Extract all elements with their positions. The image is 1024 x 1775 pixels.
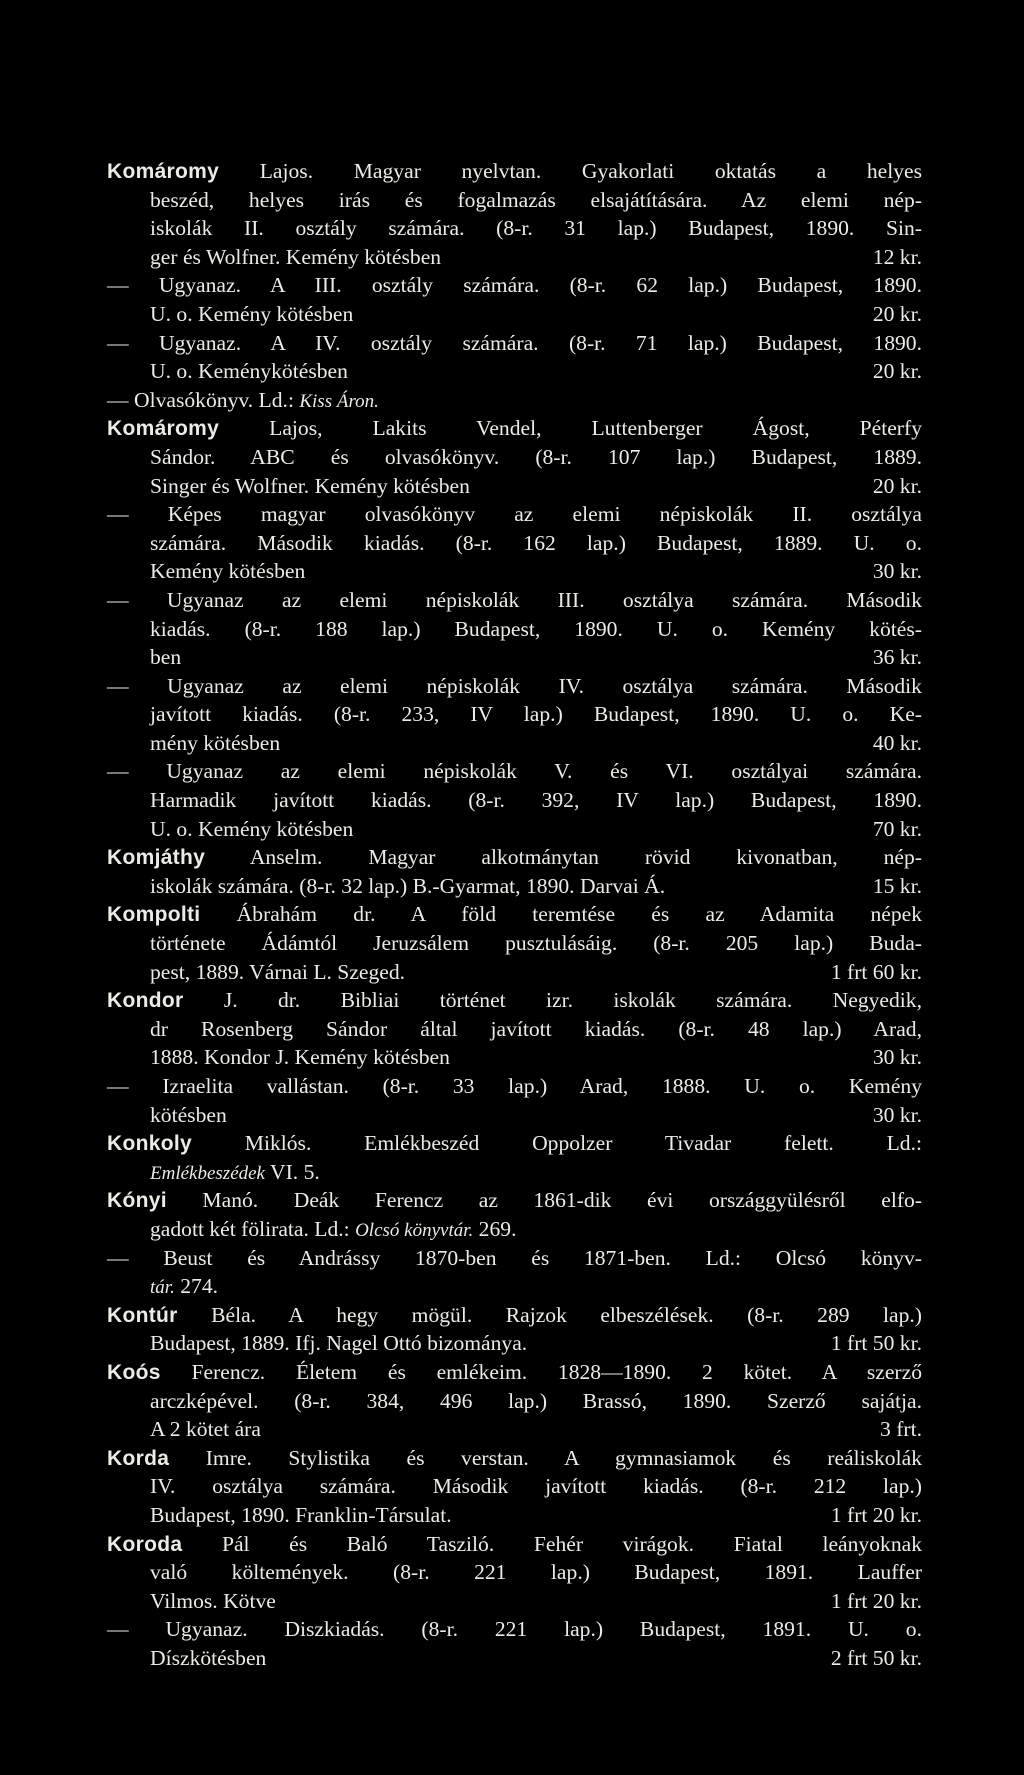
repeat-dash: — xyxy=(107,673,168,698)
entry-line xyxy=(107,357,922,386)
entry-text: javított kiadás. (8-r. 233, IV lap.) Budapest, 1890. U. o. Ke- xyxy=(150,702,922,727)
entry-text: U. o. Kemény kötésben xyxy=(150,816,354,841)
entry-line xyxy=(107,1530,922,1559)
author-name: Kontúr xyxy=(107,1303,178,1327)
entry-text: Harmadik javított kiadás. (8-r. 392, IV lap.) Budapest, 1890. xyxy=(150,788,922,813)
entry-text: A 2 kötet ára xyxy=(150,1417,261,1442)
author-name: Koós xyxy=(107,1360,161,1384)
entry-text: 274. xyxy=(174,1274,219,1299)
price: 30 kr. xyxy=(872,1102,922,1127)
entry-line xyxy=(107,729,922,758)
catalog-text-column xyxy=(107,157,922,1672)
entry-line xyxy=(107,643,922,672)
entry-text: Anselm. Magyar alkotmánytan rövid kivonatban, nép- xyxy=(249,845,922,870)
entry-line xyxy=(107,815,922,844)
entry-line xyxy=(107,1644,922,1673)
price: 2 frt 50 kr. xyxy=(830,1645,922,1670)
entry-line xyxy=(107,586,922,615)
entry-line xyxy=(107,1501,922,1530)
entry-line xyxy=(107,1215,922,1244)
entry-line xyxy=(107,1272,922,1301)
entry-text: Ugyanaz. A IV. osztály számára. (8-r. 71 lap.) Budapest, 1890. xyxy=(158,330,922,355)
price: 30 kr. xyxy=(872,1045,922,1070)
entry-text: 1888. Kondor J. Kemény kötésben xyxy=(150,1045,450,1070)
entry-text: kiadás. (8-r. 188 lap.) Budapest, 1890. U. o. Kemény kötés- xyxy=(150,616,922,641)
entry-text: arczképével. (8-r. 384, 496 lap.) Brassó, 1890. Szerző sajátja. xyxy=(150,1388,922,1413)
entry-line xyxy=(107,1158,922,1187)
entry-line xyxy=(107,186,922,215)
entry-text: Miklós. Emlékbeszéd Oppolzer Tivadar felett. Ld.: xyxy=(244,1131,922,1156)
price: 36 kr. xyxy=(872,645,922,670)
author-name: Komáromy xyxy=(107,417,220,441)
entry-text: Ugyanaz az elemi népiskolák IV. osztálya számára. Második xyxy=(167,673,922,698)
entry-line xyxy=(107,1358,922,1387)
entry-line xyxy=(107,1301,922,1330)
entry-line xyxy=(107,1329,922,1358)
entry-line xyxy=(107,1387,922,1416)
entry-text: Ugyanaz. A III. osztály számára. (8-r. 62 lap.) Budapest, 1890. xyxy=(158,273,922,298)
repeat-dash: — xyxy=(107,1245,164,1270)
entry-text: J. dr. Bibliai történet izr. iskolák számára. Negyedik, xyxy=(223,988,922,1013)
entry-text: mény kötésben xyxy=(150,730,281,755)
entry-line xyxy=(107,1472,922,1501)
price: 20 kr. xyxy=(872,473,922,498)
entry-text: pest, 1889. Várnai L. Szeged. xyxy=(150,959,406,984)
repeat-dash: — xyxy=(107,587,167,612)
entry-line xyxy=(107,1101,922,1130)
entry-line xyxy=(107,271,922,300)
entry-line xyxy=(107,872,922,901)
entry-text: Képes magyar olvasókönyv az elemi népiskolák II. osztálya xyxy=(167,502,922,527)
entry-text: VI. 5. xyxy=(265,1159,320,1184)
entry-line xyxy=(107,986,922,1015)
author-name: Komjáthy xyxy=(107,846,206,870)
author-name: Konkoly xyxy=(107,1132,192,1156)
entry-line xyxy=(107,1186,922,1215)
reference-title: Kiss Áron. xyxy=(299,390,379,412)
price: 1 frt 50 kr. xyxy=(830,1331,922,1356)
entry-line xyxy=(107,1415,922,1444)
entry-text: beszéd, helyes irás és fogalmazás elsajátítására. Az elemi nép- xyxy=(150,187,922,212)
entry-text: Singer és Wolfner. Kemény kötésben xyxy=(150,473,470,498)
author-name: Kompolti xyxy=(107,903,201,927)
entry-line xyxy=(107,1558,922,1587)
price: 40 kr. xyxy=(872,730,922,755)
entry-text: Ábrahám dr. A föld teremtése és az Adamita népek xyxy=(236,902,922,927)
repeat-dash: — xyxy=(107,387,134,412)
entry-text: Ugyanaz az elemi népiskolák V. és VI. osztályai számára. xyxy=(166,759,922,784)
entry-line xyxy=(107,1587,922,1616)
entry-text: története Ádámtól Jeruzsálem pusztulásáig. (8-r. 205 lap.) Buda- xyxy=(150,931,922,956)
entry-line xyxy=(107,786,922,815)
entry-text: gadott két fölirata. Ld.: xyxy=(150,1216,356,1241)
entry-line xyxy=(107,757,922,786)
entry-text: Ugyanaz. Diszkiadás. (8-r. 221 lap.) Budapest, 1891. U. o. xyxy=(165,1617,922,1642)
price: 12 kr. xyxy=(872,244,922,269)
entry-line xyxy=(107,843,922,872)
entry-text: Imre. Stylistika és verstan. A gymnasiamok és reáliskolák xyxy=(205,1445,922,1470)
entry-line xyxy=(107,615,922,644)
repeat-dash: — xyxy=(107,273,159,298)
entry-line xyxy=(107,300,922,329)
author-name: Koroda xyxy=(107,1532,183,1556)
entry-text: Budapest, 1890. Franklin-Társulat. xyxy=(150,1502,452,1527)
entry-text: Olvasókönyv. Ld.: xyxy=(134,387,300,412)
entry-text: 269. xyxy=(473,1216,517,1241)
price: 20 kr. xyxy=(872,301,922,326)
entry-line xyxy=(107,386,922,415)
price: 20 kr. xyxy=(872,359,922,384)
entry-text: Díszkötésben xyxy=(150,1645,267,1670)
entry-line xyxy=(107,700,922,729)
entry-text: Kemény kötésben xyxy=(150,559,306,584)
entry-text: való költemények. (8-r. 221 lap.) Budapest, 1891. Lauffer xyxy=(150,1560,922,1585)
entry-line xyxy=(107,958,922,987)
author-name: Komáromy xyxy=(107,160,220,183)
entry-text: ger és Wolfner. Kemény kötésben xyxy=(150,244,442,269)
repeat-dash: — xyxy=(107,502,168,527)
entry-text: Vilmos. Kötve xyxy=(150,1588,276,1613)
entry-line xyxy=(107,443,922,472)
entry-text: Izraelita vallástan. (8-r. 33 lap.) Arad, 1888. U. o. Kemény xyxy=(162,1074,923,1098)
entry-line xyxy=(107,672,922,701)
entry-text: iskolák II. osztály számára. (8-r. 31 lap.) Budapest, 1890. Sin- xyxy=(150,216,922,241)
entry-line xyxy=(107,929,922,958)
entry-line xyxy=(107,1444,922,1473)
entry-line xyxy=(107,529,922,558)
repeat-dash: — xyxy=(107,1074,163,1098)
entry-line xyxy=(107,1072,922,1101)
entry-text: Budapest, 1889. Ifj. Nagel Ottó bizománya. xyxy=(150,1331,528,1356)
entry-text: U. o. Kemény kötésben xyxy=(150,301,354,326)
repeat-dash: — xyxy=(107,1617,166,1642)
price: 3 frt. xyxy=(880,1417,922,1442)
price: 1 frt 20 kr. xyxy=(830,1502,922,1527)
entry-line xyxy=(107,157,922,186)
price: 70 kr. xyxy=(872,816,922,841)
entry-text: Ugyanaz az elemi népiskolák III. osztálya számára. Második xyxy=(166,587,923,612)
entry-text: kötésben xyxy=(150,1102,227,1127)
entry-text: U. o. Keménykötésben xyxy=(150,359,348,384)
reference-title: Olcsó könyvtár. xyxy=(355,1219,474,1241)
author-name: Kónyi xyxy=(107,1189,167,1213)
entry-line xyxy=(107,1015,922,1044)
author-name: Korda xyxy=(107,1446,170,1470)
author-name: Kondor xyxy=(107,989,184,1013)
entry-line xyxy=(107,329,922,358)
price: 1 frt 60 kr. xyxy=(830,959,922,984)
entry-text: IV. osztálya számára. Második javított kiadás. (8-r. 212 lap.) xyxy=(150,1474,922,1499)
reference-title: tár. xyxy=(150,1277,175,1299)
entry-text: iskolák számára. (8-r. 32 lap.) B.-Gyarmat, 1890. Darvai Á. xyxy=(150,873,666,898)
entry-text: Manó. Deák Ferencz az 1861-dik évi országgyülésről elfo- xyxy=(202,1188,922,1213)
entry-line xyxy=(107,1615,922,1644)
entry-line xyxy=(107,1043,922,1072)
reference-title: Emlékbeszédek xyxy=(150,1162,265,1184)
entry-line xyxy=(107,1129,922,1158)
entry-text: Béla. A hegy mögül. Rajzok elbeszélések. (8-r. 289 lap.) xyxy=(211,1302,922,1327)
entry-text: Lajos. Magyar nyelvtan. Gyakorlati oktatás a helyes xyxy=(259,159,922,183)
entry-line xyxy=(107,557,922,586)
entry-text: Beust és Andrássy 1870-ben és 1871-ben. Ld.: Olcsó könyv- xyxy=(163,1245,922,1270)
entry-text: Lajos, Lakits Vendel, Luttenberger Ágost, Péterfy xyxy=(269,416,922,441)
entry-line xyxy=(107,472,922,501)
entry-line xyxy=(107,214,922,243)
entry-line xyxy=(107,500,922,529)
entry-line xyxy=(107,900,922,929)
entry-text: Sándor. ABC és olvasókönyv. (8-r. 107 lap.) Budapest, 1889. xyxy=(150,444,922,469)
entry-text: Pál és Baló Tasziló. Fehér virágok. Fiatal leányoknak xyxy=(221,1531,923,1556)
repeat-dash: — xyxy=(107,330,159,355)
price: 30 kr. xyxy=(872,559,922,584)
entry-line xyxy=(107,1244,922,1273)
repeat-dash: — xyxy=(107,759,167,784)
entry-line xyxy=(107,243,922,272)
entry-line xyxy=(107,414,922,443)
price: 1 frt 20 kr. xyxy=(830,1588,922,1613)
entry-text: Ferencz. Életem és emlékeim. 1828—1890. 2 kötet. A szerző xyxy=(191,1359,922,1384)
entry-text: számára. Második kiadás. (8-r. 162 lap.) Budapest, 1889. U. o. xyxy=(150,530,922,555)
entry-text: dr Rosenberg Sándor által javított kiadás. (8-r. 48 lap.) Arad, xyxy=(150,1016,922,1041)
price: 15 kr. xyxy=(872,873,922,898)
entry-text: ben xyxy=(150,645,182,670)
